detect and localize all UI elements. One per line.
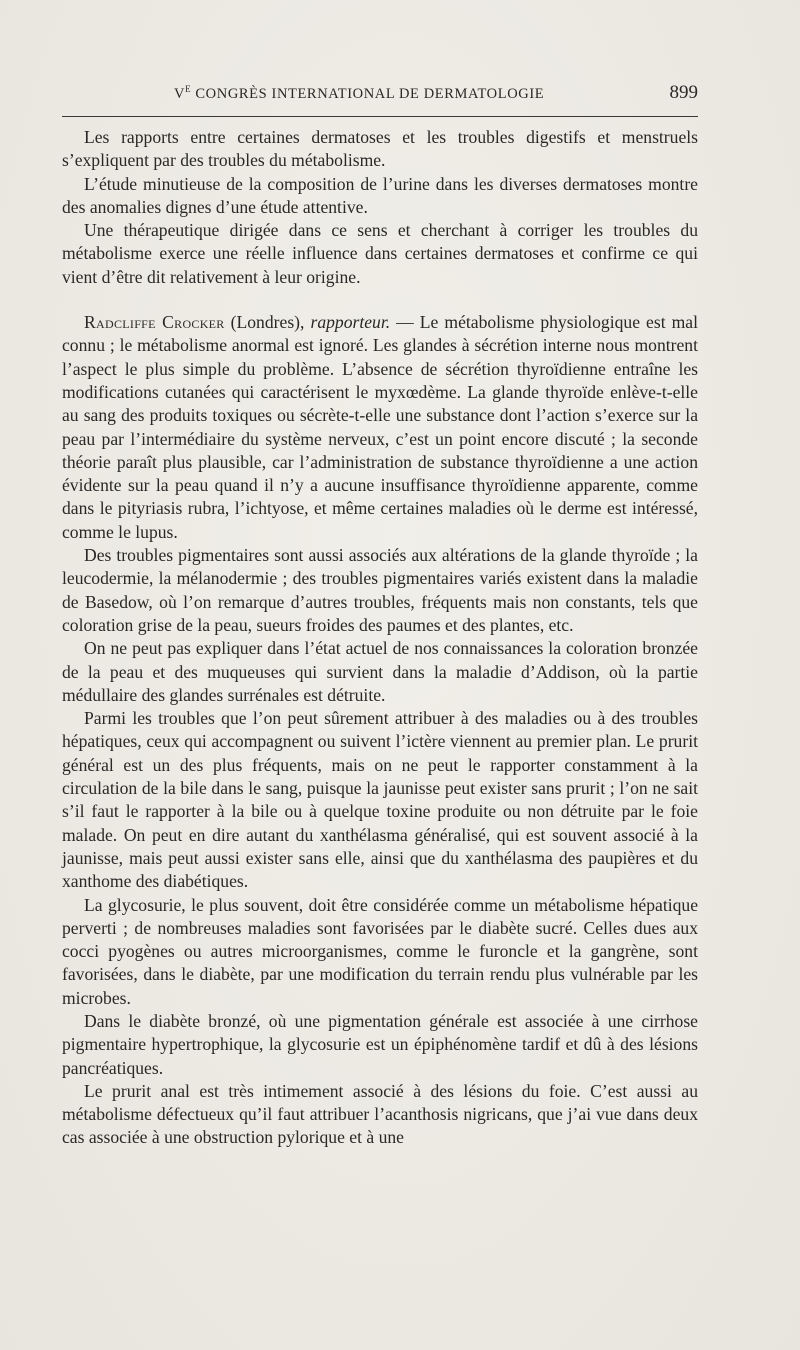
paragraph-8: La glycosurie, le plus souvent, doit être considérée comme un métabolisme hépatique perverti ; de nombreuses maladies sont favorisées par le diabète sucré. Celles dues aux cocci pyogènes ou autres microorganismes, comme le furoncle et la gangrène, sont favorisées, dans le diabète, par une modification du terrain rendu plus vulnérable par les microbes. — [62, 894, 698, 1008]
paragraph-4-text: — Le métabolisme physiologique est mal connu ; le métabolisme anormal est ignoré. Les glandes à sécrétion interne nous montrent l’aspect le plus simple du problème. L’absence de sécrétion thyroïdienne entraîne les modifications cutanées qui caractérisent le myxœdème. La glande thyroïde enlève-t-elle au sang des produits toxiques ou sécrète-t-elle une substance dont l’action s’exerce sur la peau par l’intermédiaire du système nerveux, c’est un point encore discuté ; la seconde théorie paraît plus plausible, car l’administration de substance thyroïdienne a une action évidente sur la peau quand il n’y a aucune insuffisance thyroïdienne apparente, comme dans le pityriasis rubra, l’ichtyose, et même certaines maladies où le derme est intéressé, comme le lupus. — [62, 312, 698, 542]
journal-title: CONGRÈS INTERNATIONAL DE DERMATOLOGIE — [191, 86, 545, 102]
paragraph-2: L’étude minutieuse de la composition de l’urine dans les diverses dermatoses montre des anomalies dignes d’une étude attentive. — [62, 173, 698, 217]
paragraph-3: Une thérapeutique dirigée dans ce sens et cherchant à corriger les troubles du métabolisme exerce une réelle influence dans certaines dermatoses et confirme ce qui vient d’être dit relativement à leur origine. — [62, 220, 698, 287]
paragraph-1: Les rapports entre certaines dermatoses et les troubles digestifs et menstruels s’expliquent par des troubles du métabolisme. — [62, 127, 698, 171]
body-text — [62, 126, 698, 1150]
paragraph-7: Parmi les troubles que l’on peut sûrement attribuer à des maladies ou à des troubles hépatiques, ceux qui accompagnent ou suivent l’ictère viennent au premier plan. Le prurit général est un des plus fréquents, mais on ne peut le rapporter constamment à la circulation de la bile dans le sang, puisque la jaunisse peut exister sans prurit ; l’on ne sait s’il faut le rapporter à la bile ou à quelque toxine produite ou non détruite par le foie malade. On peut en dire autant du xanthélasma généralisé, qui est souvent associé à la jaunisse, mais peut aussi exister sans elle, ainsi que du xanthélasma des paupières et du xanthome des diabétiques. — [62, 708, 698, 892]
paragraph-10: Le prurit anal est très intimement associé à des lésions du foie. C’est aussi au métabolisme défectueux qu’il faut attribuer l’acanthosis nigricans, que j’ai vue dans deux cas associée à une obstruction pylorique et à une — [62, 1080, 698, 1148]
paragraph-5: Des troubles pigmentaires sont aussi associés aux altérations de la glande thyroïde ; la leucodermie, la mélanodermie ; des troubles pigmentaires variés existent dans la maladie de Basedow, où l’on remarque d’autres troubles, fréquents mais non constants, tels que coloration grise de la peau, sueurs froides des paumes et des plantes, etc. — [62, 545, 698, 635]
congress-number: V — [174, 86, 186, 102]
speaker-name: Radcliffe Crocker — [84, 312, 225, 333]
running-head — [62, 82, 698, 106]
running-head-title — [174, 84, 544, 103]
speaker-role: rapporteur. — [310, 312, 391, 333]
paragraph-9: Dans le diabète bronzé, où une pigmentation générale est associée à une cirrhose pigmentaire hypertrophique, la glycosurie est un épiphénomène tardif et dû à des lésions pancréatiques. — [62, 1010, 698, 1078]
page-number: 899 — [669, 82, 698, 103]
paragraph-4 — [62, 311, 698, 544]
speaker-place: (Londres), — [224, 312, 311, 333]
header-rule — [62, 116, 698, 117]
ordinal-suffix: E — [185, 84, 192, 94]
paragraph-6: On ne peut pas expliquer dans l’état actuel de nos connaissances la coloration bronzée de la peau et des muqueuses qui survient dans la maladie d’Addison, où la partie médullaire des glandes surrénales est détruite. — [62, 638, 698, 705]
